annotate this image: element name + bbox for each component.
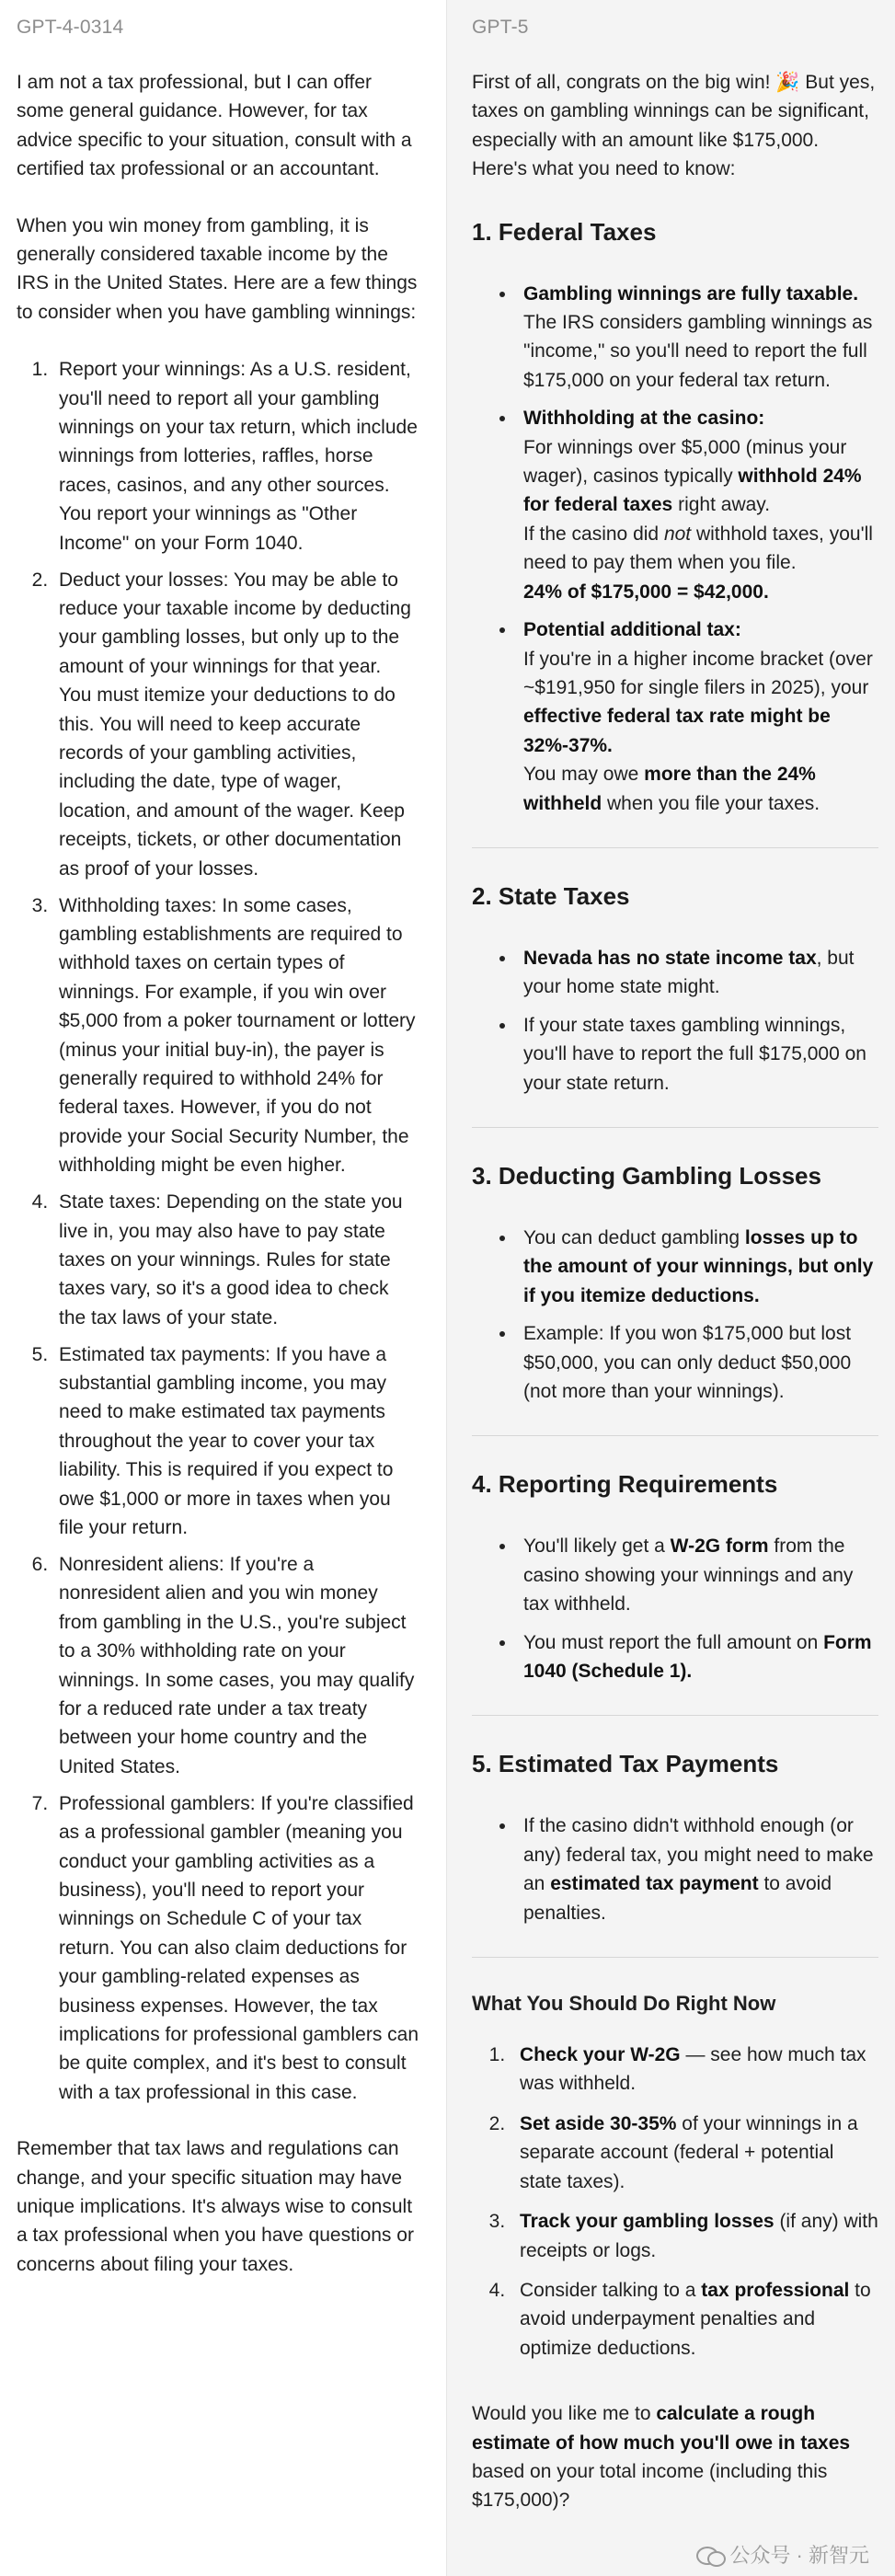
list-item: 7. Professional gamblers: If you're classified as a professional gambler (meaning you conduct your gambling activities as a business), you'll need to report your winnings on Schedule C of your tax return. You can also claim deductions for your gambling-related expenses as business expenses. However, the tax implications for professional gamblers can be quite complex, and it's best to consult with a tax professional in this case. — [53, 1789, 419, 2107]
section-divider — [472, 1127, 878, 1128]
list-item: Potential additional tax: If you're in a higher income bracket (over ~$191,950 for single filers in 2025), your effective federal tax rate might be 32%-37%. You may owe more than the 24% withheld when you file your taxes. — [498, 615, 878, 818]
model-label: GPT-5 — [472, 17, 529, 38]
list-item: 2. Set aside 30-35% of your winnings in a separate account (federal + potential state taxes). — [511, 2110, 878, 2196]
model-label: GPT-4-0314 — [17, 17, 124, 38]
list-item: 3. Track your gambling losses (if any) with receipts or logs. — [511, 2207, 878, 2265]
list-item: 5. Estimated tax payments: If you have a substantial gambling income, you may need to make estimated tax payments throughout the year to cover your tax liability. This is required if you expect to owe $1,000 or more in taxes when you file your return. — [53, 1340, 419, 1543]
section-title-losses: 3. Deducting Gambling Losses — [472, 1161, 821, 1190]
section-title-estimated: 5. Estimated Tax Payments — [472, 1750, 779, 1778]
wechat-icon — [696, 2545, 724, 2565]
outro-paragraph: Remember that tax laws and regulations can change, and your specific situation may have unique implications. It's always wise to consult a tax professional when you have questions or concerns about filing your taxes. — [17, 2138, 414, 2275]
list-item: If the casino didn't withhold enough (or any) federal tax, you might need to make an estimated tax payment to avoid penalties. — [498, 1811, 878, 1927]
todo-title: What You Should Do Right Now — [472, 1992, 776, 2016]
list-item: 4. Consider talking to a tax professional to avoid underpayment penalties and optimize deductions. — [511, 2276, 878, 2363]
gpt4-response-column — [0, 0, 447, 2576]
gpt5-response-column — [448, 0, 895, 2576]
section-title-state: 2. State Taxes — [472, 881, 630, 910]
losses-list — [472, 1224, 878, 1406]
federal-taxes-list — [472, 280, 878, 818]
list-item: 4. State taxes: Depending on the state you live in, you may also have to pay state taxes on your winnings. Rules for state taxes vary, so it's a good idea to check the tax laws of your state. — [53, 1188, 419, 1332]
list-item: If your state taxes gambling winnings, you'll have to report the full $175,000 on your state return. — [498, 1011, 878, 1098]
list-item: 2. Deduct your losses: You may be able to reduce your taxable income by deducting your gambling losses, but only up to the amount of your winnings for that year. You must itemize your deductions to do this. You will need to keep accurate records of your gambling activities, including the date, type of wager, location, and amount of the wager. Keep receipts, tickets, or other documentation as proof of your losses. — [53, 566, 419, 883]
reporting-list — [472, 1532, 878, 1685]
estimated-list — [472, 1811, 878, 1927]
closing-question: Would you like me to calculate a rough estimate of how much you'll owe in taxes based on your total income (including this $175,000)? — [472, 2403, 851, 2512]
section-divider — [472, 1957, 878, 1958]
todo-steps — [472, 2041, 878, 2363]
watermark — [696, 2540, 869, 2569]
list-item: 1. Report your winnings: As a U.S. resident, you'll need to report all your gambling winnings on your tax return, which include winnings from lotteries, raffles, horse races, casinos, and any other sources. You report your winnings as "Other Income" on your Form 1040. — [53, 355, 419, 558]
list-item: Example: If you won $175,000 but lost $50,000, you can only deduct $50,000 (not more than your winnings). — [498, 1319, 878, 1406]
intro-paragraph: First of all, congrats on the big win! 🎉 But yes, taxes on gambling winnings can be significant, especially with an amount like $175,000. Here's what you need to know: — [472, 72, 876, 180]
list-item: Gambling winnings are fully taxable. The IRS considers gambling winnings as "income," so you'll need to report the full $175,000 on your federal tax return. — [498, 280, 878, 396]
section-divider — [472, 1715, 878, 1716]
list-item: You must report the full amount on Form 1040 (Schedule 1). — [498, 1628, 878, 1686]
state-taxes-list — [472, 944, 878, 1098]
list-item: Withholding at the casino: For winnings over $5,000 (minus your wager), casinos typically withhold 24% for federal taxes right away. If the casino did not withhold taxes, you'll need to pay them when you file. 24% of $175,000 = $42,000. — [498, 404, 878, 606]
section-title-reporting: 4. Reporting Requirements — [472, 1470, 778, 1499]
section-title-federal: 1. Federal Taxes — [472, 217, 657, 246]
intro-paragraph: I am not a tax professional, but I can offer some general guidance. However, for tax advice specific to your situation, consult with a certified tax professional or an accountant. — [17, 72, 412, 180]
list-item: You can deduct gambling losses up to the amount of your winnings, but only if you itemize deductions. — [498, 1224, 878, 1310]
list-item: 6. Nonresident aliens: If you're a nonresident alien and you win money from gambling in the U.S., you're subject to a 30% withholding rate on your winnings. In some cases, you may qualify for a reduced rate under a tax treaty between your home country and the United States. — [53, 1550, 419, 1781]
list-item: 3. Withholding taxes: In some cases, gambling establishments are required to withhold taxes on certain types of winnings. For example, if you win over $5,000 from a poker tournament or lottery (minus your initial buy-in), the payer is generally required to withhold 24% for federal taxes. However, if you do not provide your Social Security Number, the withholding might be even higher. — [53, 891, 419, 1180]
context-paragraph: When you win money from gambling, it is generally considered taxable income by the IRS in the United States. Here are a few things to consider when you have gambling winnings: — [17, 214, 418, 323]
tax-considerations-list — [17, 355, 419, 2107]
list-item: You'll likely get a W-2G form from the casino showing your winnings and any tax withheld. — [498, 1532, 878, 1618]
list-item: Nevada has no state income tax, but your home state might. — [498, 944, 878, 1002]
list-item: 1. Check your W-2G — see how much tax was withheld. — [511, 2041, 878, 2099]
section-divider — [472, 1435, 878, 1436]
section-divider — [472, 847, 878, 848]
watermark-text: 公众号 · 新智元 — [729, 2544, 869, 2567]
